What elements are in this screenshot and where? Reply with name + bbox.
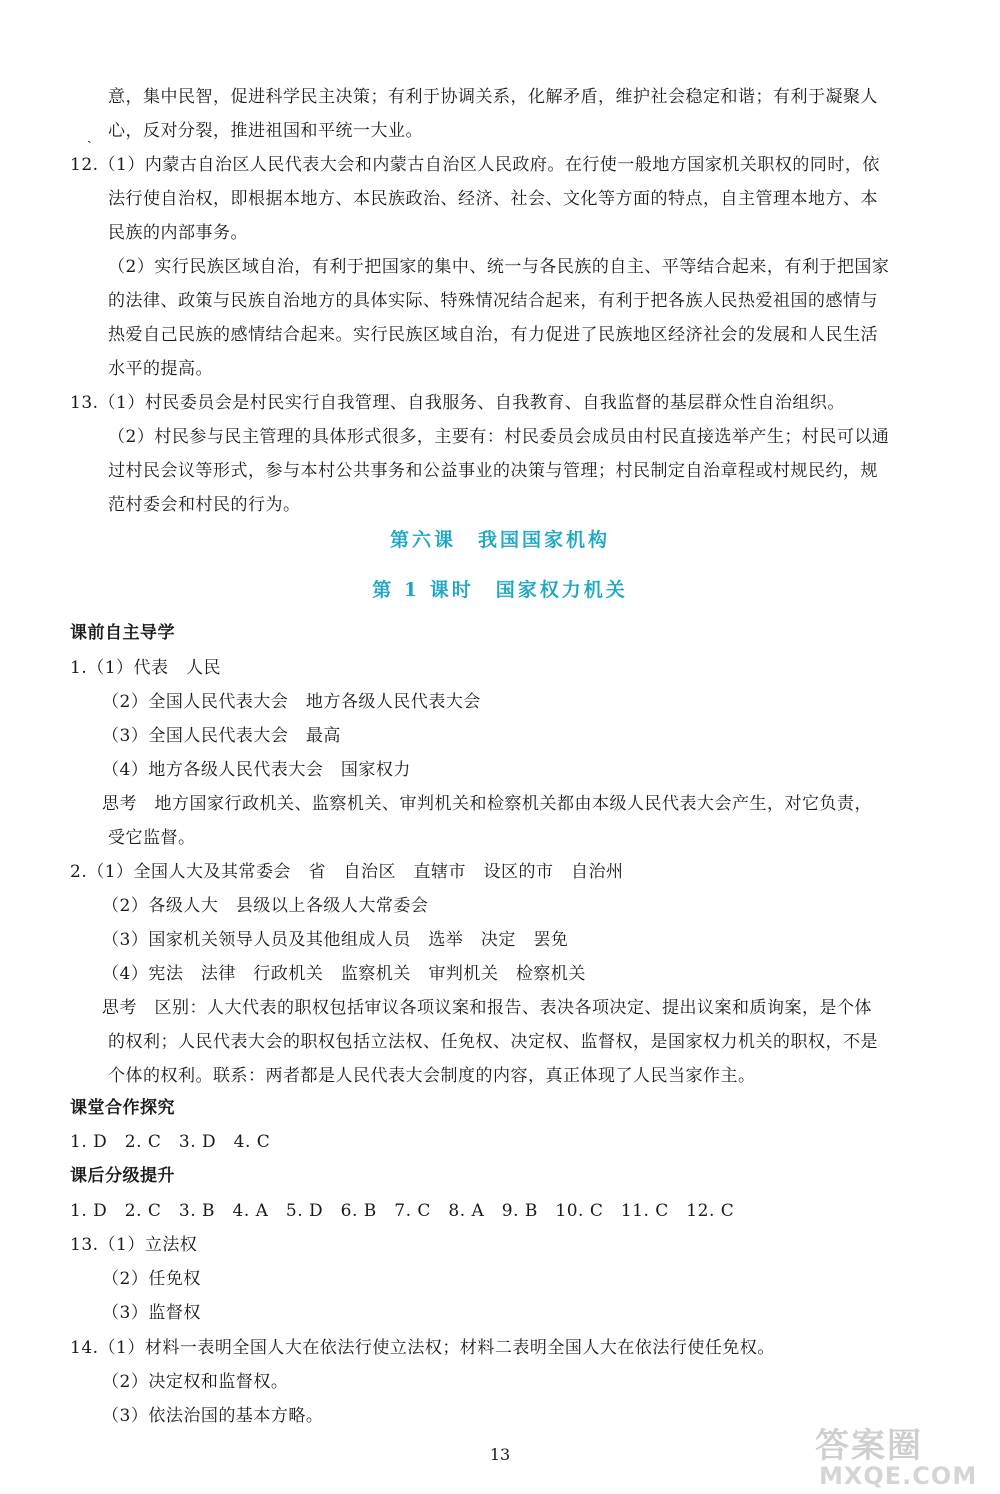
text-line: 意，集中民智，促进科学民主决策；有利于协调关系，化解矛盾，维护社会稳定和谐；有利于凝聚人 [108, 87, 878, 107]
text-line: （3）监督权 [102, 1303, 201, 1323]
watermark-text-top: 答案圈 [815, 1426, 923, 1466]
text-line: 13.（1）立法权 [70, 1235, 198, 1255]
text-line: 过村民会议等形式，参与本村公共事务和公益事业的决策与管理；村民制定自治章程或村规民约，规 [108, 461, 878, 481]
lesson-title: 第六课 我国国家机构 [389, 529, 610, 551]
text-line: 水平的提高。 [108, 359, 213, 379]
text-line: （2）实行民族区域自治，有利于把国家的集中、统一与各民族的自主、平等结合起来，有利于把国家 [108, 257, 890, 277]
text-line: 心，反对分裂，推进祖国和平统一大业。 [108, 121, 423, 141]
text-line: （2）村民参与民主管理的具体形式很多，主要有：村民委员会成员由村民直接选举产生；村民可以通 [108, 427, 890, 447]
text-line: 受它监督。 [108, 828, 196, 848]
text-line: 12.（1）内蒙古自治区人民代表大会和内蒙古自治区人民政府。在行使一般地方国家机关职权的同时，依 [70, 155, 880, 175]
section-title: 第 1 课时 国家权力机关 [372, 579, 628, 601]
text-line: 个体的权利。联系：两者都是人民代表大会制度的内容，真正体现了人民当家作主。 [108, 1066, 756, 1086]
text-line: 的法律、政策与民族自治地方的具体实际、特殊情况结合起来，有利于把各族人民热爱祖国的感情与 [108, 291, 878, 311]
watermark-logo [815, 1418, 995, 1490]
text-line: 14.（1）材料一表明全国人大在依法行使立法权；材料二表明全国人大在依法行使任免权。 [70, 1338, 775, 1358]
text-line: （2）各级人大 县级以上各级人大常委会 [102, 896, 429, 916]
text-line: 1.（1）代表 人民 [70, 658, 222, 678]
text-line: 热爱自己民族的感情结合起来。实行民族区域自治，有力促进了民族地区经济社会的发展和人民生活 [108, 325, 878, 345]
text-line: 法行使自治权，即根据本地方、本民族政治、经济、社会、文化等方面的特点，自主管理本地方、本 [108, 189, 878, 209]
text-line: （3）依法治国的基本方略。 [102, 1406, 324, 1426]
page-number: 13 [489, 1445, 511, 1464]
text-line: 思考 区别：人大代表的职权包括审议各项议案和报告、表决各项决定、提出议案和质询案，是个体 [102, 998, 872, 1018]
section-heading: 课前自主导学 [70, 623, 175, 643]
text-line: 范村委会和村民的行为。 [108, 495, 301, 515]
text-line: （2）全国人民代表大会 地方各级人民代表大会 [102, 692, 481, 712]
margin-mark: ˏ [87, 128, 92, 144]
text-line: 13.（1）村民委员会是村民实行自我管理、自我服务、自我教育、自我监督的基层群众性自治组织。 [70, 393, 845, 413]
text-line: （2）决定权和监督权。 [102, 1372, 289, 1392]
text-line: （3）国家机关领导人员及其他组成人员 选举 决定 罢免 [102, 930, 569, 950]
text-line: 1. D 2. C 3. B 4. A 5. D 6. B 7. C 8. A 9. B 10. C 11. C 12. C [70, 1201, 735, 1221]
text-line: 民族的内部事务。 [108, 223, 248, 243]
text-line: （3）全国人民代表大会 最高 [102, 726, 341, 746]
text-line: 2.（1）全国人大及其常委会 省 自治区 直辖市 设区的市 自治州 [70, 862, 624, 882]
section-heading: 课堂合作探究 [70, 1098, 175, 1118]
text-line: 思考 地方国家行政机关、监察机关、审判机关和检察机关都由本级人民代表大会产生，对它负责， [102, 794, 872, 814]
text-line: 1. D 2. C 3. D 4. C [70, 1132, 271, 1152]
watermark-text-bottom: MXQE.COM [819, 1462, 978, 1490]
text-line: （4）地方各级人民代表大会 国家权力 [102, 760, 411, 780]
section-heading: 课后分级提升 [70, 1166, 175, 1186]
text-line: 的权利；人民代表大会的职权包括立法权、任免权、决定权、监督权，是国家权力机关的职权，不是 [108, 1032, 878, 1052]
text-line: （2）任免权 [102, 1269, 201, 1289]
text-line: （4）宪法 法律 行政机关 监察机关 审判机关 检察机关 [102, 964, 586, 984]
